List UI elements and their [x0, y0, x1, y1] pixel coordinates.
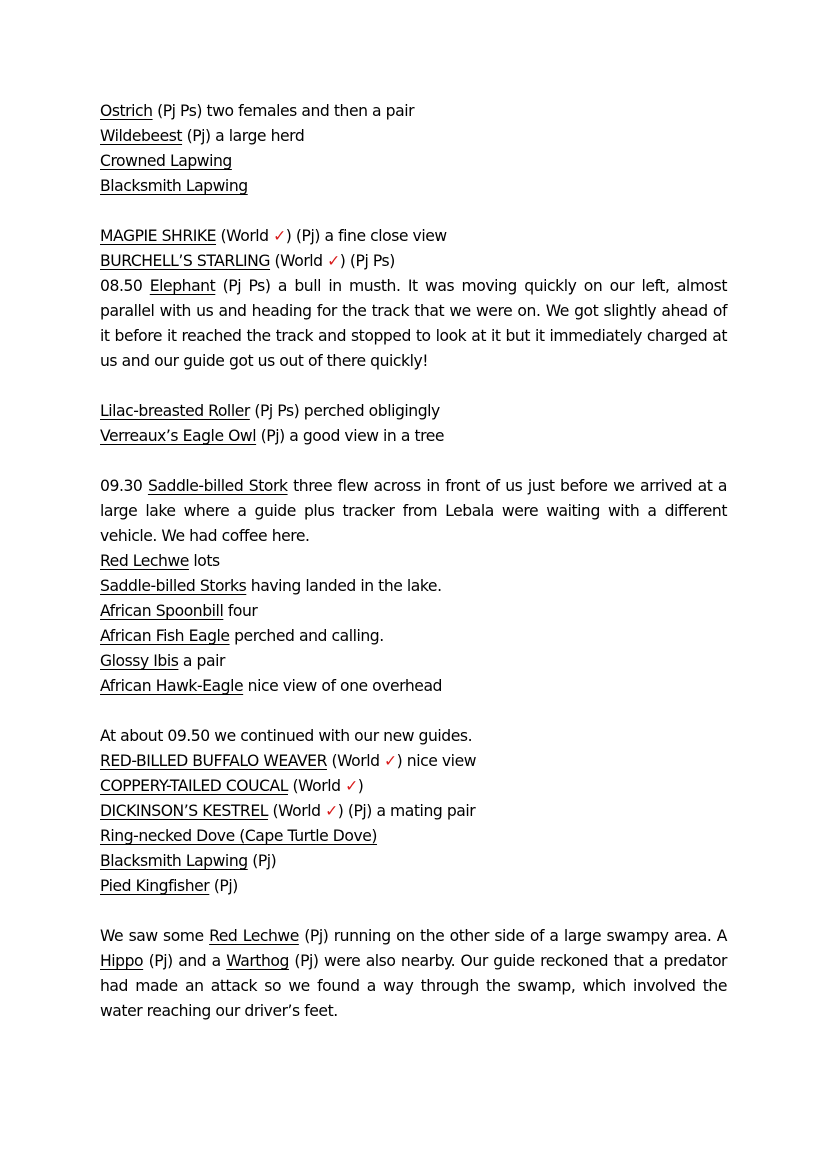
sighting-line — [100, 649, 727, 674]
blank-line — [100, 899, 727, 924]
checkmark-icon: ✓ — [384, 752, 397, 770]
lifer-sighting-line — [100, 774, 727, 799]
sighting-line — [100, 874, 727, 899]
sighting-line — [100, 124, 727, 149]
sighting-note: (Pj) — [209, 877, 238, 895]
sighting-note: ) — [357, 777, 364, 795]
sighting-note: ) (Pj) a mating pair — [337, 802, 476, 820]
sighting-note: ) (Pj Ps) — [339, 252, 395, 270]
blank-line — [100, 374, 727, 399]
species-name: African Spoonbill — [100, 602, 224, 620]
species-name: Saddle-billed Storks — [100, 577, 247, 595]
checkmark-icon: ✓ — [325, 802, 338, 820]
time-stamp: 09.30 — [100, 477, 148, 495]
checkmark-icon: ✓ — [273, 227, 286, 245]
species-name: Verreaux’s Eagle Owl — [100, 427, 257, 445]
species-name: Blacksmith Lapwing — [100, 852, 248, 870]
time-stamp: 08.50 — [100, 277, 150, 295]
elephant-paragraph — [100, 274, 727, 374]
lifer-sighting-line — [100, 749, 727, 774]
sighting-note: (Pj) a large herd — [182, 127, 305, 145]
sighting-note: (World — [287, 777, 346, 795]
species-name: African Hawk-Eagle — [100, 677, 244, 695]
sighting-note: (Pj Ps) perched obligingly — [249, 402, 440, 420]
paragraph-text: (Pj) running on the other side of a large swampy area. A — [298, 927, 728, 945]
lifer-sighting-line — [100, 799, 727, 824]
sighting-note: (Pj) a good view in a tree — [256, 427, 445, 445]
sighting-note: four — [223, 602, 258, 620]
sighting-note: perched and calling. — [229, 627, 384, 645]
species-name: Blacksmith Lapwing — [100, 177, 248, 195]
sighting-line — [100, 599, 727, 624]
sighting-line — [100, 574, 727, 599]
species-name: Elephant — [149, 277, 216, 295]
checkmark-icon: ✓ — [345, 777, 358, 795]
sighting-note: (World — [267, 802, 326, 820]
lifer-sighting-line — [100, 224, 727, 249]
paragraph-text: (Pj) were also nearby. Our guide reckoned that a predator had made an attack so we found a way through the swamp, which involved the water reaching our driver’s feet. — [100, 952, 727, 1020]
sighting-line — [100, 549, 727, 574]
species-name: African Fish Eagle — [100, 627, 230, 645]
species-name: Red Lechwe — [100, 552, 189, 570]
sighting-line — [100, 99, 727, 124]
species-name: Red Lechwe — [209, 927, 299, 945]
species-name: Lilac-breasted Roller — [100, 402, 250, 420]
sighting-note: a pair — [178, 652, 225, 670]
sighting-line — [100, 149, 727, 174]
species-name: RED-BILLED BUFFALO WEAVER — [100, 752, 327, 770]
species-name: MAGPIE SHRIKE — [100, 227, 217, 245]
checkmark-icon: ✓ — [327, 252, 340, 270]
species-name: DICKINSON’S KESTREL — [100, 802, 268, 820]
sighting-note: (World — [270, 252, 328, 270]
paragraph-text: three flew across in front of us just before we arrived at a large lake where a guide plus tracker from Lebala were waiting with a different vehicle. We had coffee here. — [100, 477, 728, 545]
blank-line — [100, 199, 727, 224]
species-name: Saddle-billed Stork — [147, 477, 288, 495]
sighting-line — [100, 624, 727, 649]
species-name: Pied Kingfisher — [100, 877, 210, 895]
species-name: Glossy Ibis — [100, 652, 179, 670]
sighting-note: ) (Pj) a fine close view — [285, 227, 447, 245]
paragraph-text: (Pj Ps) a bull in musth. It was moving quickly on our left, almost parallel with us and heading for the track that we were on. We got slightly ahead of it before it reached the track and stopped to look at it but it immediately charged at us and our guide got us out of there quickly! — [100, 277, 727, 370]
species-name: Wildebeest — [100, 127, 183, 145]
lifer-sighting-line — [100, 249, 727, 274]
species-name: Hippo — [100, 952, 144, 970]
sighting-note: ) nice view — [396, 752, 477, 770]
sighting-note: (World — [326, 752, 385, 770]
sighting-note: (Pj) — [247, 852, 277, 870]
sighting-line — [100, 174, 727, 199]
sighting-line — [100, 849, 727, 874]
sighting-note: (World — [216, 227, 274, 245]
species-name: BURCHELL’S STARLING — [100, 252, 271, 270]
sighting-line — [100, 824, 727, 849]
blank-line — [100, 449, 727, 474]
paragraph-text: We saw some — [100, 927, 210, 945]
paragraph-text: (Pj) and a — [143, 952, 227, 970]
species-name: COPPERY-TAILED COUCAL — [100, 777, 288, 795]
sighting-line — [100, 424, 727, 449]
species-name: Ring-necked Dove (Cape Turtle Dove) — [100, 827, 378, 845]
species-name: Crowned Lapwing — [100, 152, 232, 170]
swamp-paragraph — [100, 924, 727, 1024]
sighting-note: having landed in the lake. — [246, 577, 442, 595]
sighting-line — [100, 399, 727, 424]
sighting-note: lots — [188, 552, 220, 570]
sighting-line — [100, 674, 727, 699]
species-name: Warthog — [226, 952, 289, 970]
document-page — [100, 99, 727, 1024]
sighting-note: (Pj Ps) two females and then a pair — [152, 102, 415, 120]
blank-line — [100, 699, 727, 724]
intro-line: At about 09.50 we continued with our new guides. — [100, 727, 473, 745]
stork-paragraph — [100, 474, 727, 549]
species-name: Ostrich — [100, 102, 153, 120]
sighting-note: nice view of one overhead — [243, 677, 442, 695]
